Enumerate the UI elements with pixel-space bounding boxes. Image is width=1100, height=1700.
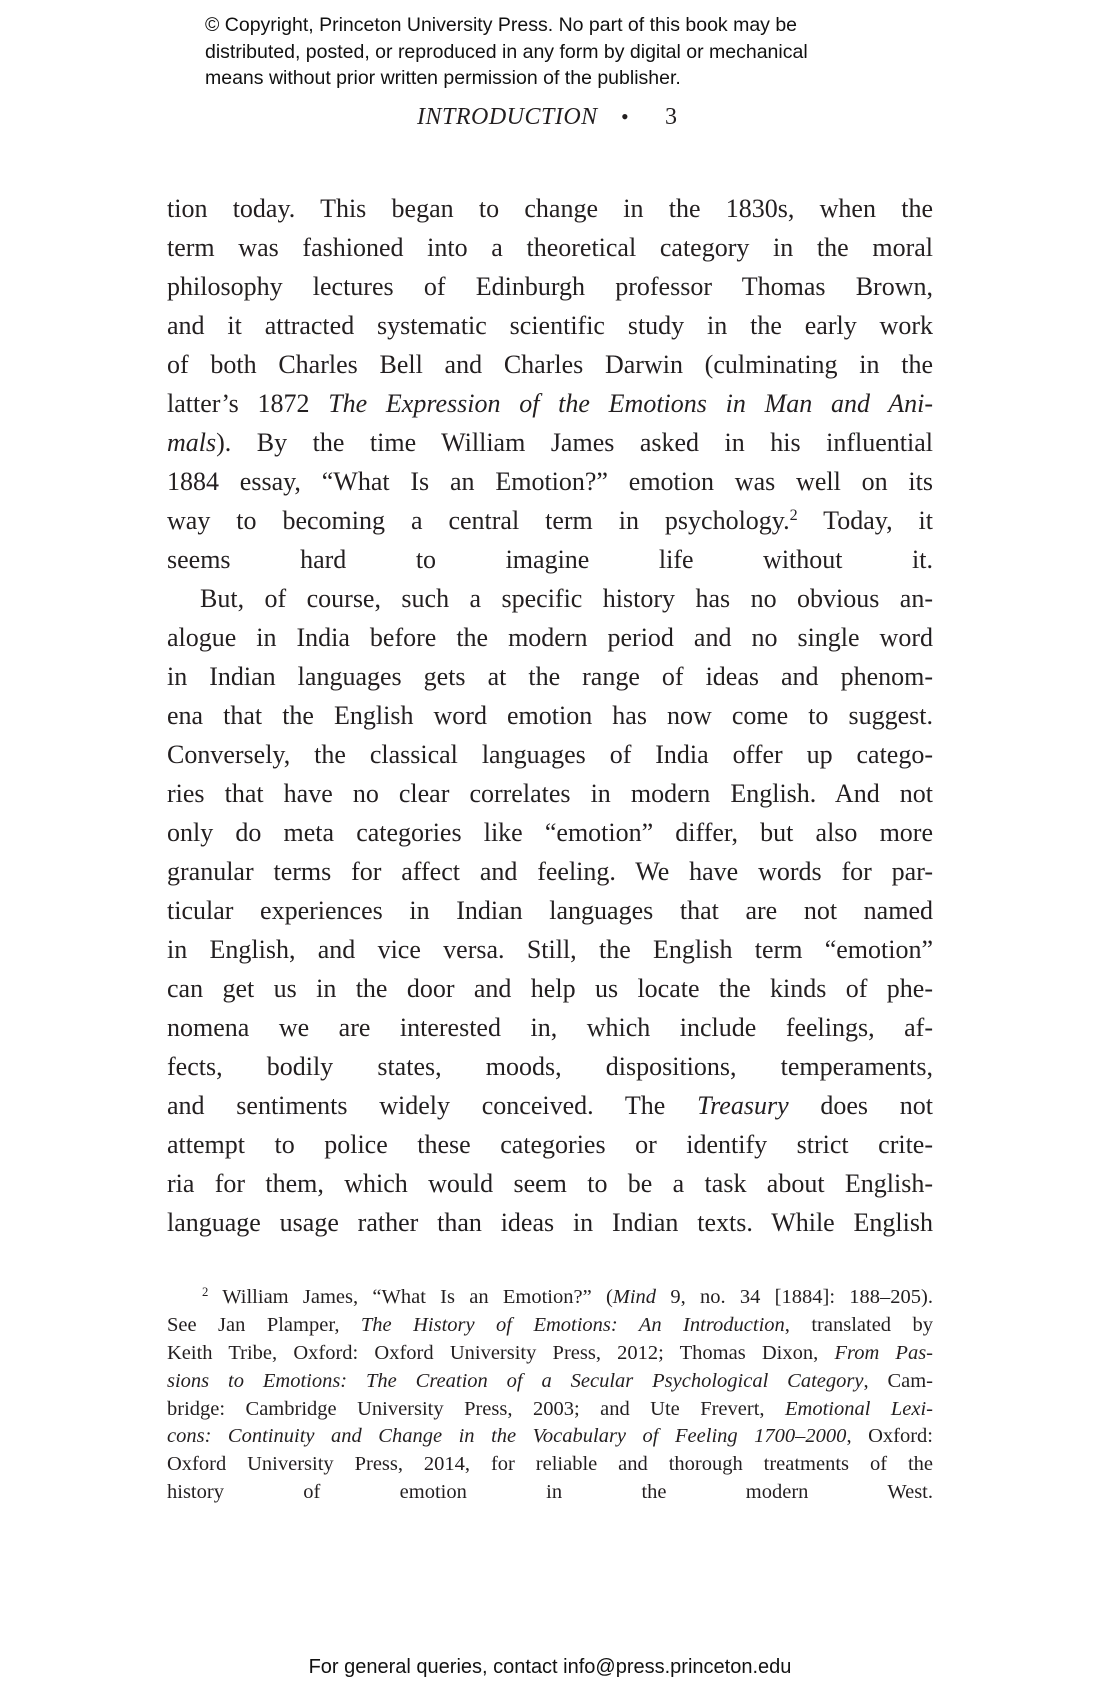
italic-title: sions to Emotions: The Creation of a Secular Psychological Category [167, 1369, 864, 1392]
text-line: tion today. This began to change in the 1830s, when the [167, 194, 933, 223]
text-line: cons: Continuity and Change in the Vocabulary of Feeling 1700–2000, Oxford: [167, 1425, 933, 1448]
italic-title: The History of Emotions: An Introduction [360, 1313, 785, 1336]
text-line: fects, bodily states, moods, dispositions, temperaments, [167, 1052, 933, 1081]
italic-title: cons: Continuity and Change in the Vocabulary of Feeling 1700–2000 [167, 1425, 847, 1448]
bullet-separator-icon: • [621, 104, 630, 129]
footnote-2 [167, 1284, 933, 1507]
text-line: granular terms for affect and feeling. We have words for par- [167, 857, 933, 886]
text-line: nomena we are interested in, which include feelings, af- [167, 1013, 933, 1042]
text-line: ria for them, which would seem to be a task about English- [167, 1169, 933, 1198]
text-line: attempt to police these categories or identify strict crite- [167, 1130, 933, 1159]
text-line: in Indian languages gets at the range of ideas and phenom- [167, 662, 933, 691]
copyright-notice [205, 12, 905, 92]
text-line: alogue in India before the modern period and no single word [167, 623, 933, 652]
text-line: ena that the English word emotion has now come to suggest. [167, 701, 933, 730]
copyright-line: means without prior written permission of the publisher. [205, 67, 681, 89]
body-text [167, 189, 933, 1242]
text-line: bridge: Cambridge University Press, 2003; and Ute Frevert, Emotional Lexi- [167, 1397, 933, 1420]
text-line: language usage rather than ideas in Indian texts. While English [167, 1208, 933, 1237]
text-line: and it attracted systematic scientific study in the early work [167, 311, 933, 340]
text-line: of both Charles Bell and Charles Darwin (culminating in the [167, 350, 933, 379]
copyright-line: © Copyright, Princeton University Press. No part of this book may be [205, 14, 798, 36]
text-line: ries that have no clear correlates in modern English. And not [167, 779, 933, 808]
paragraph-1 [167, 189, 933, 579]
text-line: Oxford University Press, 2014, for reliable and thorough treatments of the [167, 1453, 933, 1476]
text-line: only do meta categories like “emotion” differ, but also more [167, 818, 933, 847]
text-line: way to becoming a central term in psychology.$^2$ Today, it [167, 506, 934, 535]
text-line: term was fashioned into a theoretical category in the moral [167, 233, 933, 262]
text-line: ticular experiences in Indian languages that are not named [167, 896, 933, 925]
italic-title: Treasury [697, 1091, 789, 1120]
text-line: philosophy lectures of Edinburgh professor Thomas Brown, [167, 272, 933, 301]
italic-title: The Expression of the Emotions in Man and Ani- [328, 389, 933, 418]
text-line: latter’s 1872 The Expression of the Emotions in Man and Ani- [167, 389, 933, 418]
text-line: sions to Emotions: The Creation of a Secular Psychological Category, Cam- [167, 1369, 934, 1392]
text-line: Keith Tribe, Oxford: Oxford University Press, 2012; Thomas Dixon, From Pas- [167, 1341, 934, 1364]
text-line: But, of course, such a specific history has no obvious an- [200, 584, 933, 613]
footer-contact: For general queries, contact info@press.princeton.edu [308, 1656, 792, 1678]
text-line: Conversely, the classical languages of India offer up catego- [167, 740, 933, 769]
footnote-marker: 2 [202, 1285, 209, 1300]
italic-title: mals [167, 428, 217, 457]
italic-title: Mind [612, 1286, 657, 1308]
footnote-reference: 2 [789, 507, 798, 525]
page-number: 3 [665, 104, 678, 130]
text-line: 1884 essay, “What Is an Emotion?” emotion was well on its [167, 467, 933, 496]
italic-title: From Pas- [834, 1341, 934, 1364]
text-line: in English, and vice versa. Still, the English term “emotion” [167, 935, 933, 964]
text-line: $^2$ William James, “What Is an Emotion?” (Mind 9, no. 34 [1884]: 188–205). [202, 1285, 933, 1308]
text-line: mals). By the time William James asked in his influential [167, 428, 933, 457]
paragraph-2 [167, 579, 933, 1242]
text-line: and sentiments widely conceived. The Treasury does not [167, 1091, 933, 1120]
text-line: See Jan Plamper, The History of Emotions: An Introduction, translated by [167, 1313, 934, 1336]
text-line: can get us in the door and help us locate the kinds of phe- [167, 974, 933, 1003]
chapter-title: INTRODUCTION [417, 104, 598, 130]
text-line: history of emotion in the modern West. [167, 1481, 933, 1504]
text-line: seems hard to imagine life without it. [167, 545, 933, 574]
copyright-line: distributed, posted, or reproduced in any form by digital or mechanical [205, 40, 808, 63]
italic-title: Emotional Lexi- [785, 1397, 933, 1420]
